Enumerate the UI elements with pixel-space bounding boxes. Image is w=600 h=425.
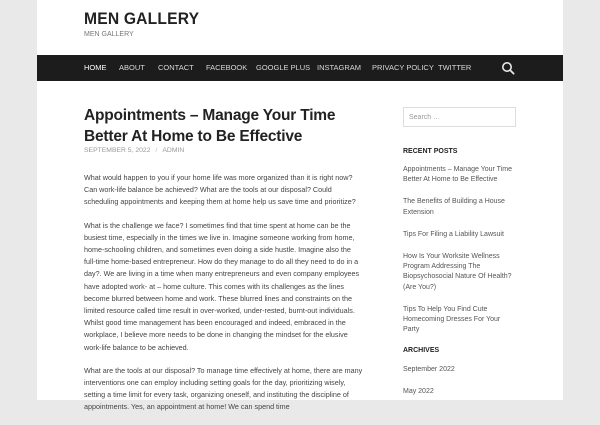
post-paragraph: What would happen to you if your home life was more organized than it is right now? Can work-life balance be achieved? What are the tools at our disposal? Could scheduling appointments and keeping them at home help us save time and prioritize? [84, 173, 356, 207]
archives-list [403, 365, 517, 397]
search-icon[interactable] [501, 61, 515, 75]
recent-post-link[interactable]: Tips To Help You Find Cute Homecoming Dresses For Your Party [403, 305, 501, 334]
post-content [84, 172, 364, 425]
post-paragraph: What is the challenge we face? I sometimes find that time spent at home can be the busiest time, especially in the times we live in. Imagine someone working from home, home-schooling children, and sometimes even doing a side hustle. Imagine also the full-time home-based entrepreneur. How do they manage to do all they need to do in a day?. We are living in a time when many entrepreneurs and even company employees have adopted work- at – home culture. This comes with its challenges as the lines become blurred between home and work. These blurred lines and constraints on the limited resource called time result in over-worked, under-rested, burnt-out individuals. Whilst good time management has been encouraged and indeed, embraced in the workplace, I believe more needs to be done in changing the mindset for the elusive work-life balance to be achieved. [84, 220, 360, 352]
archive-link[interactable]: September 2022 [403, 366, 455, 374]
nav-item-facebook[interactable]: FACEBOOK [206, 63, 248, 72]
recent-post-link[interactable]: Tips For Filing a Liability Lawsuit [403, 230, 504, 238]
post-title[interactable]: Appointments – Manage Your Time Better At Home to Be Effective [84, 107, 336, 145]
recent-posts-title: RECENT POSTS [403, 148, 458, 155]
recent-post-link[interactable]: The Benefits of Building a House Extension [403, 198, 505, 216]
archive-link[interactable]: May 2022 [403, 388, 434, 396]
nav-item-about[interactable]: ABOUT [119, 63, 145, 72]
post-author[interactable]: ADMIN [162, 147, 185, 154]
recent-posts-list [403, 165, 517, 335]
nav-item-contact[interactable]: CONTACT [158, 63, 194, 72]
recent-post-link[interactable]: Appointments – Manage Your Time Better At Home to Be Effective [403, 166, 512, 184]
nav-item-twitter[interactable]: TWITTER [438, 63, 472, 72]
post-paragraph: What are the tools at our disposal? To manage time effectively at home, there are many interventions one can employ including setting goals for the day, prioritizing wisely, setting a time limit for every task, organizing oneself, and instituting the discipline of appointments. Yes, an appointment at home! We can spend time [84, 365, 363, 412]
main-navigation [37, 55, 563, 81]
nav-item-privacy-policy[interactable]: PRIVACY POLICY [372, 63, 434, 72]
site-tagline: MEN GALLERY [84, 31, 134, 38]
post-date[interactable]: SEPTEMBER 5, 2022 [84, 147, 151, 154]
nav-item-instagram[interactable]: INSTAGRAM [317, 63, 362, 72]
nav-item-google-plus[interactable]: GOOGLE PLUS [256, 63, 311, 72]
meta-separator: / [155, 147, 158, 154]
search-input[interactable]: Search … [403, 107, 516, 127]
page-container [37, 0, 563, 412]
nav-item-home[interactable]: HOME [84, 63, 107, 72]
archives-title: ARCHIVES [403, 347, 440, 355]
recent-post-link[interactable]: How Is Your Worksite Wellness Program Addressing The Biopsychosocial Nature Of Health? (Are You?) [403, 253, 512, 291]
site-title[interactable]: MEN GALLERY [84, 9, 200, 28]
sidebar [403, 107, 517, 409]
post-meta [84, 147, 184, 154]
